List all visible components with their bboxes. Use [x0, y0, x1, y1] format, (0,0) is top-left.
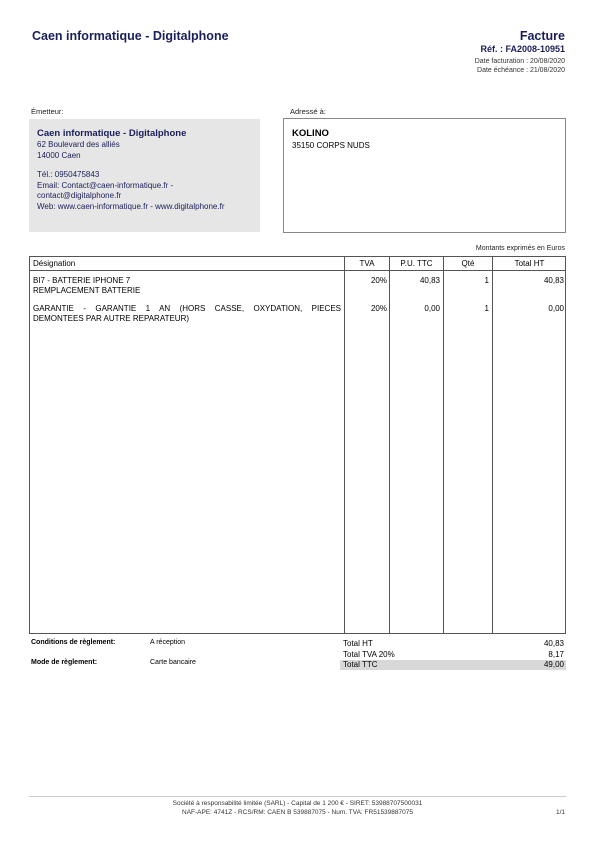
total-ht-label: Total HT — [343, 639, 373, 648]
row-quantity: 1 — [484, 304, 489, 313]
total-tva-value: 8,17 — [548, 650, 564, 659]
sender-name: Caen informatique - Digitalphone — [37, 128, 187, 139]
page-number: 1/1 — [555, 809, 565, 816]
row-tva: 20% — [370, 276, 387, 285]
row-designation-line2: REMPLACEMENT BATTERIE — [33, 286, 141, 295]
row-tva: 20% — [370, 304, 387, 313]
row-quantity: 1 — [484, 276, 489, 285]
due-date: Date échéance : 21/08/2020 — [477, 67, 565, 74]
total-tva-label: Total TVA 20% — [343, 650, 395, 659]
recipient-name: KOLINO — [292, 128, 329, 139]
sender-phone: Tél.: 0950475843 — [37, 170, 100, 179]
footer-legal-line1: Société à responsabilité limitée (SARL) - Capital de 1 200 € - SIRET: 53988707500031 — [172, 800, 423, 807]
total-ttc-label: Total TTC — [343, 660, 378, 669]
recipient-label: Adressé à: — [290, 107, 326, 116]
header-quantity: Qté — [461, 259, 475, 268]
footer-divider — [29, 796, 566, 797]
header-designation: Désignation — [33, 259, 76, 268]
sender-email-line2: contact@digitalphone.fr — [37, 191, 122, 200]
payment-mode-label: Mode de règlement: — [31, 659, 98, 666]
recipient-address: 35150 CORPS NUDS — [292, 141, 370, 150]
payment-terms-label: Conditions de règlement: — [31, 639, 116, 646]
total-ttc-value: 49,00 — [543, 660, 564, 669]
sender-box — [29, 119, 260, 232]
payment-mode-value: Carte bancaire — [150, 659, 196, 666]
total-ht-value: 40,83 — [543, 639, 564, 648]
sender-address-line2: 14000 Caen — [37, 150, 81, 160]
footer-legal-line2: NAF-APE: 4741Z - RCS/RM: CAEN B 539887075 - Num. TVA: FR51539887075 — [182, 809, 413, 816]
currency-note: Montants exprimés en Euros — [475, 245, 565, 252]
recipient-box — [283, 118, 566, 233]
row-total-ht: 40,83 — [543, 276, 564, 285]
document-type: Facture — [519, 29, 565, 43]
invoice-reference: Réf. : FA2008-10951 — [480, 44, 565, 54]
sender-email-line1: Email: Contact@caen-informatique.fr - — [37, 180, 174, 190]
invoice-date: Date facturation : 20/08/2020 — [474, 58, 565, 65]
row-total-ht: 0,00 — [548, 304, 564, 313]
total-ttc-row — [340, 660, 566, 670]
company-title: Caen informatique - Digitalphone — [32, 29, 229, 43]
row-designation-line2: DEMONTEES PAR AUTRE REPARATEUR) — [33, 314, 190, 323]
total-tva-row — [340, 650, 566, 660]
invoice-lines-table — [29, 256, 566, 634]
total-ht-row — [340, 639, 566, 649]
header-unit-price: P.U. TTC — [400, 259, 433, 268]
header-tva: TVA — [359, 259, 375, 268]
sender-address-line1: 62 Boulevard des alliés — [37, 140, 120, 149]
sender-label: Émetteur: — [31, 107, 64, 116]
row-designation-line1: BI7 - BATTERIE IPHONE 7 — [33, 276, 131, 285]
row-designation-line1: GARANTIE - GARANTIE 1 AN (HORS CASSE, OXYDATION, PIECES — [33, 304, 341, 313]
header-total-ht: Total HT — [514, 259, 545, 268]
payment-terms-value: A réception — [150, 639, 186, 646]
row-unit-price: 0,00 — [424, 304, 440, 313]
row-unit-price: 40,83 — [419, 276, 440, 285]
sender-website: Web: www.caen-informatique.fr - www.digitalphone.fr — [37, 201, 225, 211]
